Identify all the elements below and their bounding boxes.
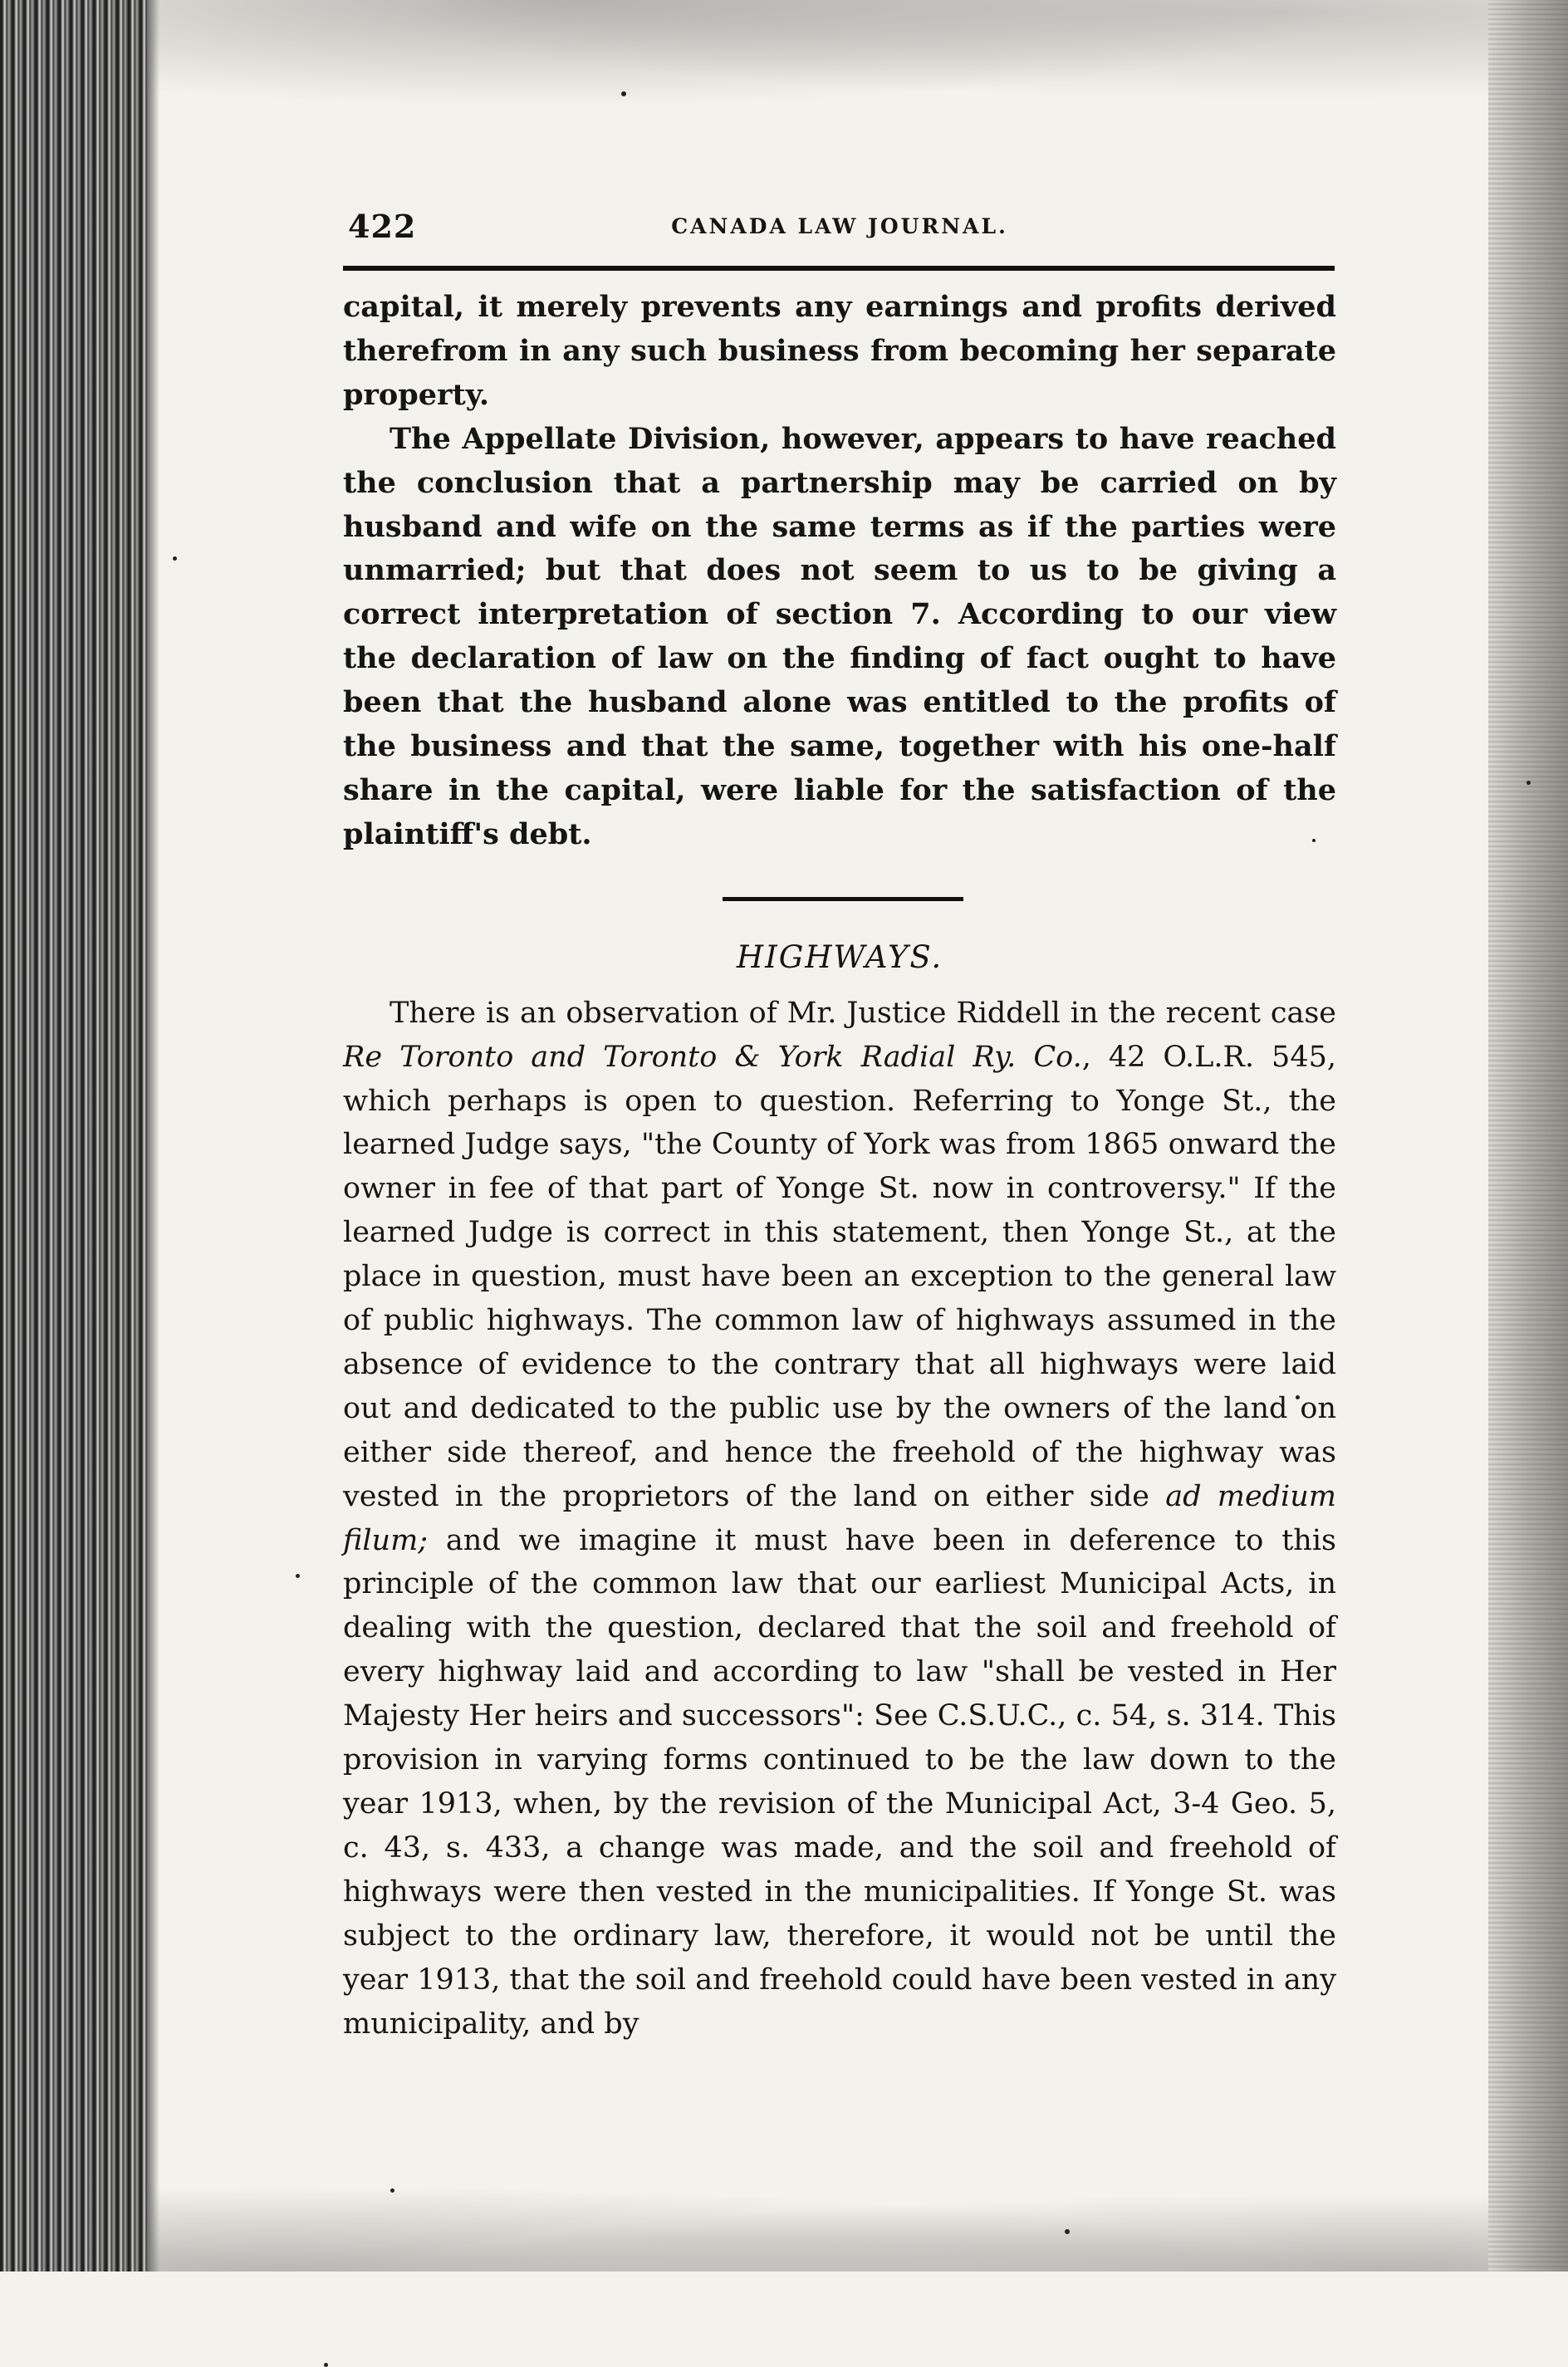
section-divider: [723, 897, 963, 901]
paragraph-continued: capital, it merely prevents any earnings and profits derived therefrom in any such business from becoming her separate property.: [343, 290, 1336, 412]
scan-page-edge: [1488, 0, 1568, 2271]
paragraph-highways: [343, 992, 1336, 2046]
highways-closing-text: and we imagine it must have been in deference to this principle of the common law that our earliest Municipal Acts, in dealing with the question, declared that the soil and freehold of every highway laid and according to law "shall be vested in Her Majesty Her heirs and successors": See C.S.U.C., c. 54, s. 314. This provision in varying forms continued to be the law down to the year 1913, when, by the revision of the Municipal Act, 3-4 Geo. 5, c. 43, s. 433, a change was made, and the soil and freehold of highways were then vested in the municipalities. If Yonge St. was subject to the ordinary law, therefore, it would not be until the year 1913, that the soil and freehold could have been vested in any municipality, and by: [343, 1523, 1336, 2041]
page-number: 422: [348, 208, 417, 245]
highways-intro-text: There is an observation of Mr. Justice Riddell in the recent case: [390, 996, 1336, 1030]
section-title-highways: HIGHWAYS.: [736, 938, 943, 975]
scan-binding-shadow: [0, 0, 148, 2271]
scan-bottom-noise: [148, 2172, 1488, 2271]
latin-phrase: ad medium filum;: [343, 1479, 1336, 1557]
highways-body-text: , 42 O.L.R. 545, which perhaps is open to question. Referring to Yonge St., the learned Judge says, "the County of York was from 1865 onward the owner in fee of that part of Yonge St. now in controversy." If the learned Judge is correct in this statement, then Yonge St., at the place in question, must have been an exception to the general law of public highways. The common law of highways assumed in the absence of evidence to the contrary that all highways were laid out and dedicated to the public use by the owners of the land on either side thereof, and hence the freehold of the highway was vested in the proprietors of the land on either side: [343, 1040, 1336, 1513]
document-page: [343, 208, 1336, 2046]
scan-top-noise: [148, 0, 1488, 125]
running-head: [343, 208, 1336, 249]
header-rule: [343, 266, 1335, 271]
paragraph-appellate-division: The Appellate Division, however, appears to have reached the conclusion that a partnership may be carried on by husband and wife on the same terms as if the parties were unmarried; but that does not seem to us to be giving a correct interpretation of section 7. According to our view the declaration of law on the finding of fact ought to have been that the husband alone was entitled to the profits of the business and that the same, together with his one-half share in the capital, were liable for the satisfaction of the plaintiff's debt.: [343, 421, 1336, 851]
journal-title: CANADA LAW JOURNAL.: [671, 214, 1008, 238]
article-body: [343, 286, 1336, 2046]
case-citation: Re Toronto and Toronto & York Radial Ry. Co.: [343, 1040, 1082, 1074]
